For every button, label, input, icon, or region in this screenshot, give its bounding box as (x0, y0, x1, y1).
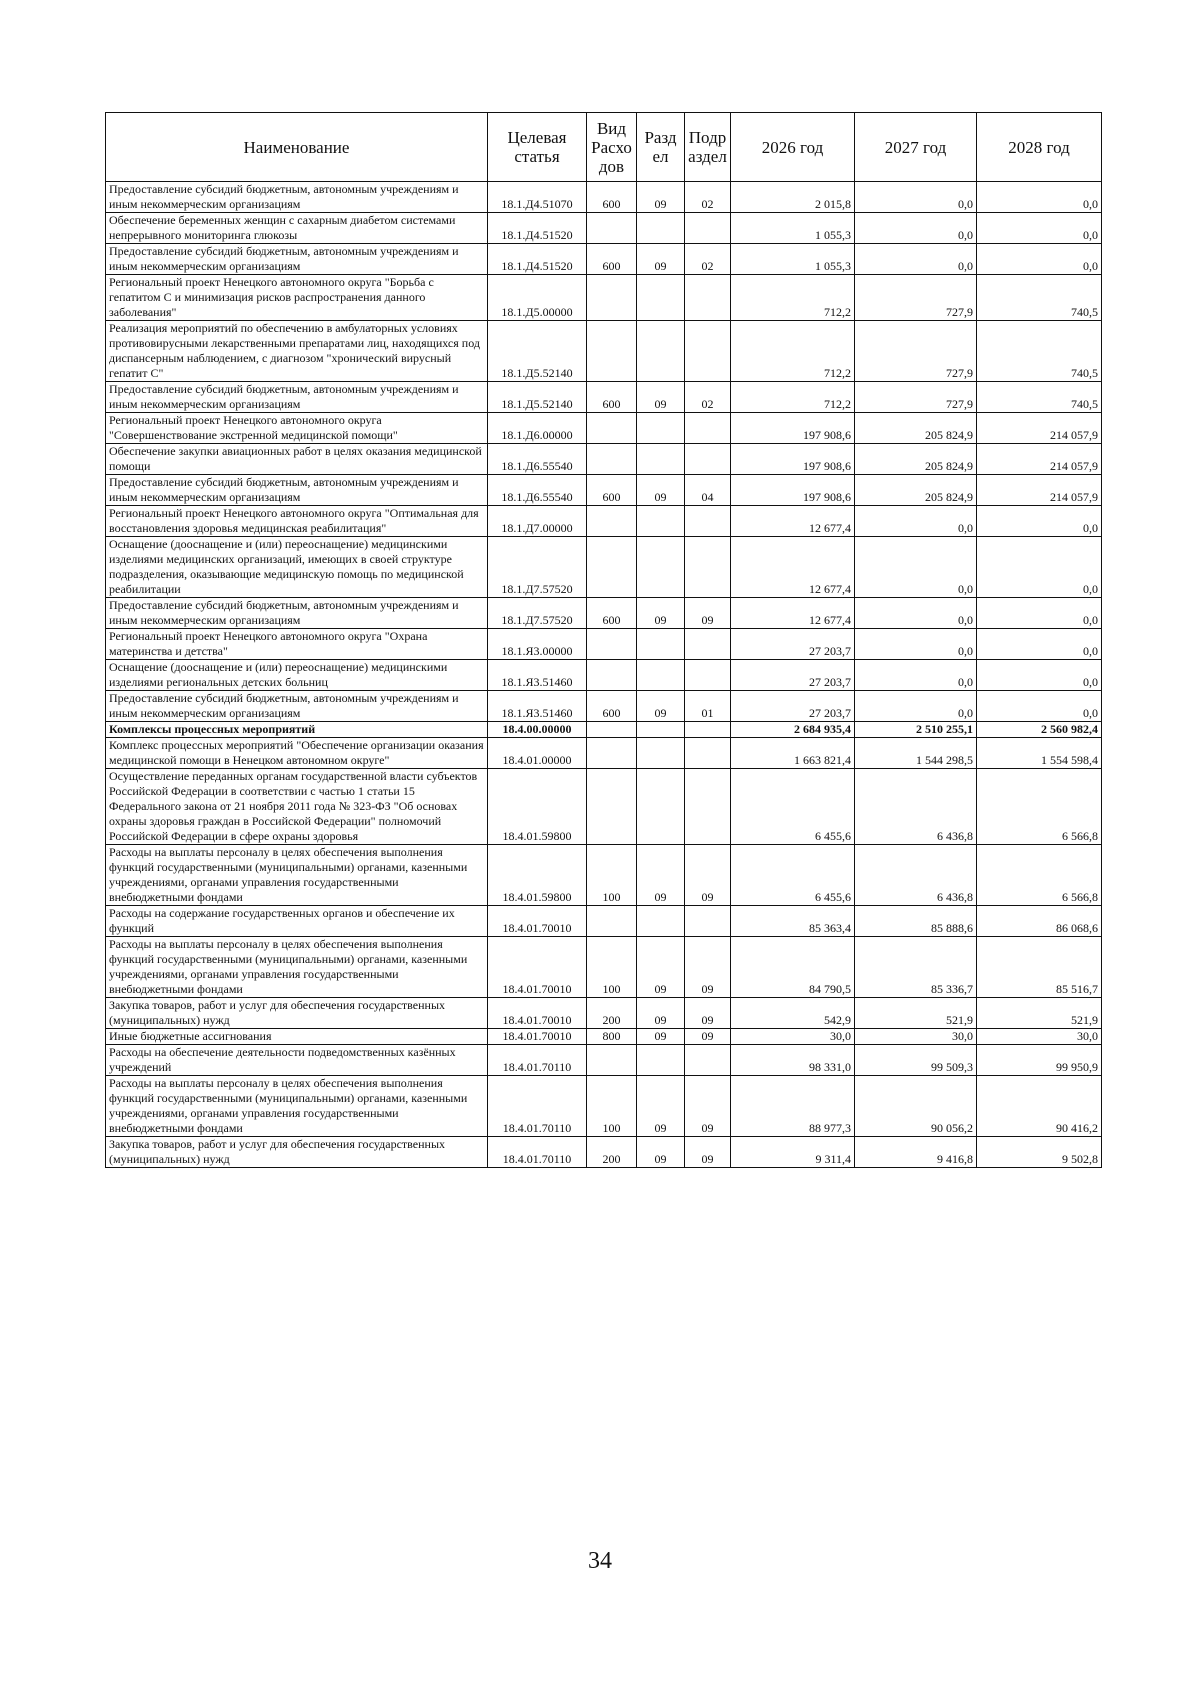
cell-expense-type: 800 (587, 1029, 637, 1045)
table-row (106, 1029, 1102, 1045)
table-row (106, 660, 1102, 691)
cell-subsection (685, 906, 731, 937)
table-row (106, 321, 1102, 382)
cell-subsection: 09 (685, 1137, 731, 1168)
cell-year-2026: 712,2 (731, 275, 855, 321)
cell-year-2027: 6 436,8 (855, 769, 977, 845)
cell-year-2026: 98 331,0 (731, 1045, 855, 1076)
table-row (106, 213, 1102, 244)
cell-year-2028: 85 516,7 (977, 937, 1102, 998)
cell-section (637, 1045, 685, 1076)
cell-name: Предоставление субсидий бюджетным, автономным учреждениям и иным некоммерческим организациям (106, 244, 488, 275)
cell-year-2027: 30,0 (855, 1029, 977, 1045)
cell-section (637, 213, 685, 244)
header-year-2027: 2027 год (855, 113, 977, 182)
cell-section: 09 (637, 1076, 685, 1137)
cell-year-2028: 6 566,8 (977, 845, 1102, 906)
table-row (106, 845, 1102, 906)
cell-name: Предоставление субсидий бюджетным, автономным учреждениям и иным некоммерческим организациям (106, 598, 488, 629)
table-row (106, 1045, 1102, 1076)
cell-target-article: 18.1.Д5.52140 (488, 382, 587, 413)
table-body (106, 182, 1102, 1168)
cell-year-2026: 12 677,4 (731, 537, 855, 598)
cell-section: 09 (637, 382, 685, 413)
cell-year-2027: 6 436,8 (855, 845, 977, 906)
cell-target-article: 18.4.01.70110 (488, 1137, 587, 1168)
cell-subsection (685, 413, 731, 444)
cell-name: Комплекс процессных мероприятий "Обеспечение организации оказания медицинской помощи в Ненецком автономном округе" (106, 738, 488, 769)
table-row (106, 1076, 1102, 1137)
cell-year-2027: 205 824,9 (855, 444, 977, 475)
cell-target-article: 18.1.Д4.51070 (488, 182, 587, 213)
cell-subsection (685, 629, 731, 660)
cell-name: Расходы на выплаты персоналу в целях обеспечения выполнения функций государственными (муниципальными) органами, казенными учреждениями, органами управления государственными внебюджетными фондами (106, 845, 488, 906)
cell-expense-type: 100 (587, 1076, 637, 1137)
cell-year-2026: 197 908,6 (731, 475, 855, 506)
cell-year-2026: 712,2 (731, 321, 855, 382)
cell-name: Закупка товаров, работ и услуг для обеспечения государственных (муниципальных) нужд (106, 1137, 488, 1168)
cell-section: 09 (637, 691, 685, 722)
cell-year-2027: 521,9 (855, 998, 977, 1029)
table-header-row (106, 113, 1102, 182)
cell-section: 09 (637, 998, 685, 1029)
cell-target-article: 18.4.01.70110 (488, 1076, 587, 1137)
cell-year-2028: 1 554 598,4 (977, 738, 1102, 769)
cell-subsection: 04 (685, 475, 731, 506)
cell-target-article: 18.1.Д7.57520 (488, 537, 587, 598)
cell-year-2026: 12 677,4 (731, 506, 855, 537)
cell-year-2027: 727,9 (855, 382, 977, 413)
cell-expense-type: 600 (587, 244, 637, 275)
cell-section (637, 738, 685, 769)
cell-target-article: 18.4.01.70010 (488, 937, 587, 998)
cell-name: Региональный проект Ненецкого автономного округа "Охрана материнства и детства" (106, 629, 488, 660)
table-row (106, 998, 1102, 1029)
cell-name: Реализация мероприятий по обеспечению в амбулаторных условиях противовирусными лекарственными препаратами лиц, находящихся под диспансерным наблюдением, с диагнозом "хронический вирусный гепатит С" (106, 321, 488, 382)
cell-expense-type: 600 (587, 598, 637, 629)
cell-name: Иные бюджетные ассигнования (106, 1029, 488, 1045)
cell-expense-type (587, 722, 637, 738)
cell-name: Предоставление субсидий бюджетным, автономным учреждениям и иным некоммерческим организациям (106, 382, 488, 413)
cell-expense-type (587, 444, 637, 475)
cell-target-article: 18.1.Д7.57520 (488, 598, 587, 629)
cell-section (637, 769, 685, 845)
cell-year-2026: 88 977,3 (731, 1076, 855, 1137)
cell-name: Закупка товаров, работ и услуг для обеспечения государственных (муниципальных) нужд (106, 998, 488, 1029)
table-row (106, 769, 1102, 845)
cell-target-article: 18.4.00.00000 (488, 722, 587, 738)
header-target-article: Целевая статья (488, 113, 587, 182)
cell-target-article: 18.1.Д6.55540 (488, 475, 587, 506)
cell-subsection: 09 (685, 937, 731, 998)
cell-expense-type (587, 660, 637, 691)
cell-name: Оснащение (дооснащение и (или) переоснащение) медицинскими изделиями медицинских организаций, имеющих в своей структуре подразделения, оказывающие медицинскую помощь по медицинской реабилитации (106, 537, 488, 598)
cell-section (637, 906, 685, 937)
cell-expense-type: 100 (587, 937, 637, 998)
cell-expense-type: 600 (587, 475, 637, 506)
cell-subsection (685, 444, 731, 475)
cell-section (637, 444, 685, 475)
cell-name: Предоставление субсидий бюджетным, автономным учреждениям и иным некоммерческим организациям (106, 475, 488, 506)
cell-section (637, 275, 685, 321)
cell-year-2027: 205 824,9 (855, 475, 977, 506)
cell-name: Обеспечение закупки авиационных работ в целях оказания медицинской помощи (106, 444, 488, 475)
cell-year-2026: 27 203,7 (731, 629, 855, 660)
header-year-2026: 2026 год (731, 113, 855, 182)
cell-year-2026: 27 203,7 (731, 660, 855, 691)
cell-subsection (685, 213, 731, 244)
cell-year-2026: 1 055,3 (731, 213, 855, 244)
cell-name: Региональный проект Ненецкого автономного округа "Совершенствование экстренной медицинской помощи" (106, 413, 488, 444)
cell-target-article: 18.1.Я3.51460 (488, 660, 587, 691)
cell-section (637, 413, 685, 444)
cell-year-2026: 84 790,5 (731, 937, 855, 998)
table-row (106, 691, 1102, 722)
cell-expense-type: 200 (587, 998, 637, 1029)
cell-target-article: 18.4.01.70010 (488, 906, 587, 937)
cell-subsection: 09 (685, 1076, 731, 1137)
cell-year-2027: 2 510 255,1 (855, 722, 977, 738)
cell-section: 09 (637, 244, 685, 275)
cell-name: Региональный проект Ненецкого автономного округа "Оптимальная для восстановления здоровья медицинская реабилитация" (106, 506, 488, 537)
cell-section (637, 722, 685, 738)
cell-year-2027: 727,9 (855, 275, 977, 321)
cell-year-2027: 85 336,7 (855, 937, 977, 998)
cell-year-2027: 205 824,9 (855, 413, 977, 444)
table-row (106, 475, 1102, 506)
cell-year-2026: 542,9 (731, 998, 855, 1029)
cell-year-2028: 0,0 (977, 244, 1102, 275)
cell-year-2028: 214 057,9 (977, 413, 1102, 444)
cell-subsection: 02 (685, 182, 731, 213)
cell-subsection (685, 537, 731, 598)
cell-year-2028: 86 068,6 (977, 906, 1102, 937)
header-name: Наименование (106, 113, 488, 182)
cell-expense-type: 600 (587, 382, 637, 413)
cell-subsection (685, 506, 731, 537)
cell-target-article: 18.1.Я3.00000 (488, 629, 587, 660)
cell-year-2028: 740,5 (977, 275, 1102, 321)
cell-target-article: 18.4.01.70110 (488, 1045, 587, 1076)
cell-expense-type: 200 (587, 1137, 637, 1168)
cell-year-2026: 85 363,4 (731, 906, 855, 937)
cell-year-2028: 214 057,9 (977, 444, 1102, 475)
table-row (106, 182, 1102, 213)
cell-target-article: 18.4.01.70010 (488, 1029, 587, 1045)
cell-subsection: 02 (685, 382, 731, 413)
cell-subsection: 01 (685, 691, 731, 722)
cell-name: Осуществление переданных органам государственной власти субъектов Российской Федерации в соответствии с частью 1 статьи 15 Федерального закона от 21 ноября 2011 года № 323-ФЗ "Об основах охраны здоровья граждан в Российской Федерации" полномочий Российской Федерации в сфере охраны здоровья (106, 769, 488, 845)
cell-subsection (685, 321, 731, 382)
page-number: 34 (588, 1548, 612, 1574)
cell-year-2028: 0,0 (977, 598, 1102, 629)
table-row (106, 382, 1102, 413)
cell-year-2026: 9 311,4 (731, 1137, 855, 1168)
cell-year-2027: 0,0 (855, 244, 977, 275)
cell-name: Региональный проект Ненецкого автономного округа "Борьба с гепатитом С и минимизация рисков распространения данного заболевания" (106, 275, 488, 321)
cell-subsection: 02 (685, 244, 731, 275)
cell-subsection: 09 (685, 1029, 731, 1045)
cell-year-2027: 727,9 (855, 321, 977, 382)
cell-year-2028: 6 566,8 (977, 769, 1102, 845)
cell-year-2028: 0,0 (977, 182, 1102, 213)
cell-expense-type (587, 213, 637, 244)
cell-year-2028: 0,0 (977, 213, 1102, 244)
cell-expense-type (587, 537, 637, 598)
table-row (106, 722, 1102, 738)
cell-expense-type: 600 (587, 691, 637, 722)
cell-name: Расходы на содержание государственных органов и обеспечение их функций (106, 906, 488, 937)
cell-subsection: 09 (685, 998, 731, 1029)
cell-expense-type (587, 506, 637, 537)
cell-target-article: 18.4.01.00000 (488, 738, 587, 769)
cell-section (637, 629, 685, 660)
cell-year-2027: 0,0 (855, 629, 977, 660)
cell-expense-type: 100 (587, 845, 637, 906)
table-row (106, 413, 1102, 444)
cell-expense-type (587, 906, 637, 937)
cell-name: Оснащение (дооснащение и (или) переоснащение) медицинскими изделиями региональных детских больниц (106, 660, 488, 691)
cell-name: Расходы на выплаты персоналу в целях обеспечения выполнения функций государственными (муниципальными) органами, казенными учреждениями, органами управления государственными внебюджетными фондами (106, 937, 488, 998)
cell-expense-type (587, 769, 637, 845)
cell-expense-type: 600 (587, 182, 637, 213)
header-subsection: Подр аздел (685, 113, 731, 182)
table-row (106, 629, 1102, 660)
cell-subsection: 09 (685, 845, 731, 906)
cell-subsection: 09 (685, 598, 731, 629)
cell-year-2026: 2 015,8 (731, 182, 855, 213)
cell-name: Комплексы процессных мероприятий (106, 722, 488, 738)
cell-year-2028: 0,0 (977, 537, 1102, 598)
cell-subsection (685, 660, 731, 691)
cell-year-2026: 12 677,4 (731, 598, 855, 629)
cell-section: 09 (637, 182, 685, 213)
table-row (106, 275, 1102, 321)
table-row (106, 506, 1102, 537)
cell-year-2027: 9 416,8 (855, 1137, 977, 1168)
cell-year-2027: 0,0 (855, 598, 977, 629)
cell-year-2027: 1 544 298,5 (855, 738, 977, 769)
cell-year-2026: 6 455,6 (731, 845, 855, 906)
cell-section (637, 660, 685, 691)
cell-year-2028: 2 560 982,4 (977, 722, 1102, 738)
cell-target-article: 18.1.Д5.52140 (488, 321, 587, 382)
cell-section: 09 (637, 1137, 685, 1168)
cell-year-2028: 30,0 (977, 1029, 1102, 1045)
cell-year-2027: 0,0 (855, 660, 977, 691)
cell-target-article: 18.4.01.59800 (488, 769, 587, 845)
table-row (106, 937, 1102, 998)
cell-year-2028: 9 502,8 (977, 1137, 1102, 1168)
cell-year-2028: 0,0 (977, 629, 1102, 660)
cell-name: Расходы на обеспечение деятельности подведомственных казённых учреждений (106, 1045, 488, 1076)
cell-year-2028: 740,5 (977, 382, 1102, 413)
header-section: Разд ел (637, 113, 685, 182)
table-row (106, 537, 1102, 598)
cell-target-article: 18.1.Д4.51520 (488, 213, 587, 244)
cell-year-2026: 197 908,6 (731, 413, 855, 444)
table-row (106, 444, 1102, 475)
cell-target-article: 18.1.Я3.51460 (488, 691, 587, 722)
table-row (106, 598, 1102, 629)
cell-target-article: 18.1.Д6.55540 (488, 444, 587, 475)
cell-year-2026: 1 055,3 (731, 244, 855, 275)
cell-target-article: 18.1.Д6.00000 (488, 413, 587, 444)
cell-target-article: 18.1.Д7.00000 (488, 506, 587, 537)
cell-section: 09 (637, 937, 685, 998)
cell-section: 09 (637, 475, 685, 506)
cell-year-2026: 1 663 821,4 (731, 738, 855, 769)
cell-year-2027: 0,0 (855, 506, 977, 537)
cell-year-2027: 85 888,6 (855, 906, 977, 937)
cell-subsection (685, 722, 731, 738)
cell-expense-type (587, 275, 637, 321)
cell-year-2028: 740,5 (977, 321, 1102, 382)
cell-year-2028: 0,0 (977, 506, 1102, 537)
cell-expense-type (587, 413, 637, 444)
cell-subsection (685, 275, 731, 321)
cell-year-2028: 0,0 (977, 660, 1102, 691)
cell-subsection (685, 1045, 731, 1076)
budget-table (105, 112, 1102, 1168)
header-year-2028: 2028 год (977, 113, 1102, 182)
cell-section (637, 506, 685, 537)
cell-year-2027: 0,0 (855, 537, 977, 598)
cell-year-2026: 2 684 935,4 (731, 722, 855, 738)
cell-expense-type (587, 629, 637, 660)
header-expense-type: Вид Расхо дов (587, 113, 637, 182)
cell-year-2027: 0,0 (855, 213, 977, 244)
table-row (106, 906, 1102, 937)
cell-year-2026: 6 455,6 (731, 769, 855, 845)
cell-year-2026: 197 908,6 (731, 444, 855, 475)
cell-expense-type (587, 738, 637, 769)
cell-target-article: 18.1.Д4.51520 (488, 244, 587, 275)
cell-subsection (685, 769, 731, 845)
cell-section: 09 (637, 1029, 685, 1045)
cell-target-article: 18.4.01.70010 (488, 998, 587, 1029)
cell-expense-type (587, 1045, 637, 1076)
table-row (106, 1137, 1102, 1168)
cell-name: Обеспечение беременных женщин с сахарным диабетом системами непрерывного мониторинга глюкозы (106, 213, 488, 244)
cell-target-article: 18.4.01.59800 (488, 845, 587, 906)
cell-year-2028: 90 416,2 (977, 1076, 1102, 1137)
cell-section: 09 (637, 598, 685, 629)
cell-name: Расходы на выплаты персоналу в целях обеспечения выполнения функций государственными (муниципальными) органами, казенными учреждениями, органами управления государственными внебюджетными фондами (106, 1076, 488, 1137)
cell-target-article: 18.1.Д5.00000 (488, 275, 587, 321)
cell-section (637, 537, 685, 598)
cell-year-2028: 521,9 (977, 998, 1102, 1029)
cell-year-2027: 90 056,2 (855, 1076, 977, 1137)
cell-expense-type (587, 321, 637, 382)
cell-year-2026: 30,0 (731, 1029, 855, 1045)
table-row (106, 738, 1102, 769)
cell-year-2027: 0,0 (855, 691, 977, 722)
cell-year-2028: 0,0 (977, 691, 1102, 722)
cell-name: Предоставление субсидий бюджетным, автономным учреждениям и иным некоммерческим организациям (106, 691, 488, 722)
cell-year-2026: 27 203,7 (731, 691, 855, 722)
cell-section: 09 (637, 845, 685, 906)
cell-year-2028: 99 950,9 (977, 1045, 1102, 1076)
cell-subsection (685, 738, 731, 769)
table-row (106, 244, 1102, 275)
cell-year-2027: 0,0 (855, 182, 977, 213)
cell-year-2028: 214 057,9 (977, 475, 1102, 506)
cell-year-2027: 99 509,3 (855, 1045, 977, 1076)
cell-name: Предоставление субсидий бюджетным, автономным учреждениям и иным некоммерческим организациям (106, 182, 488, 213)
cell-year-2026: 712,2 (731, 382, 855, 413)
cell-section (637, 321, 685, 382)
